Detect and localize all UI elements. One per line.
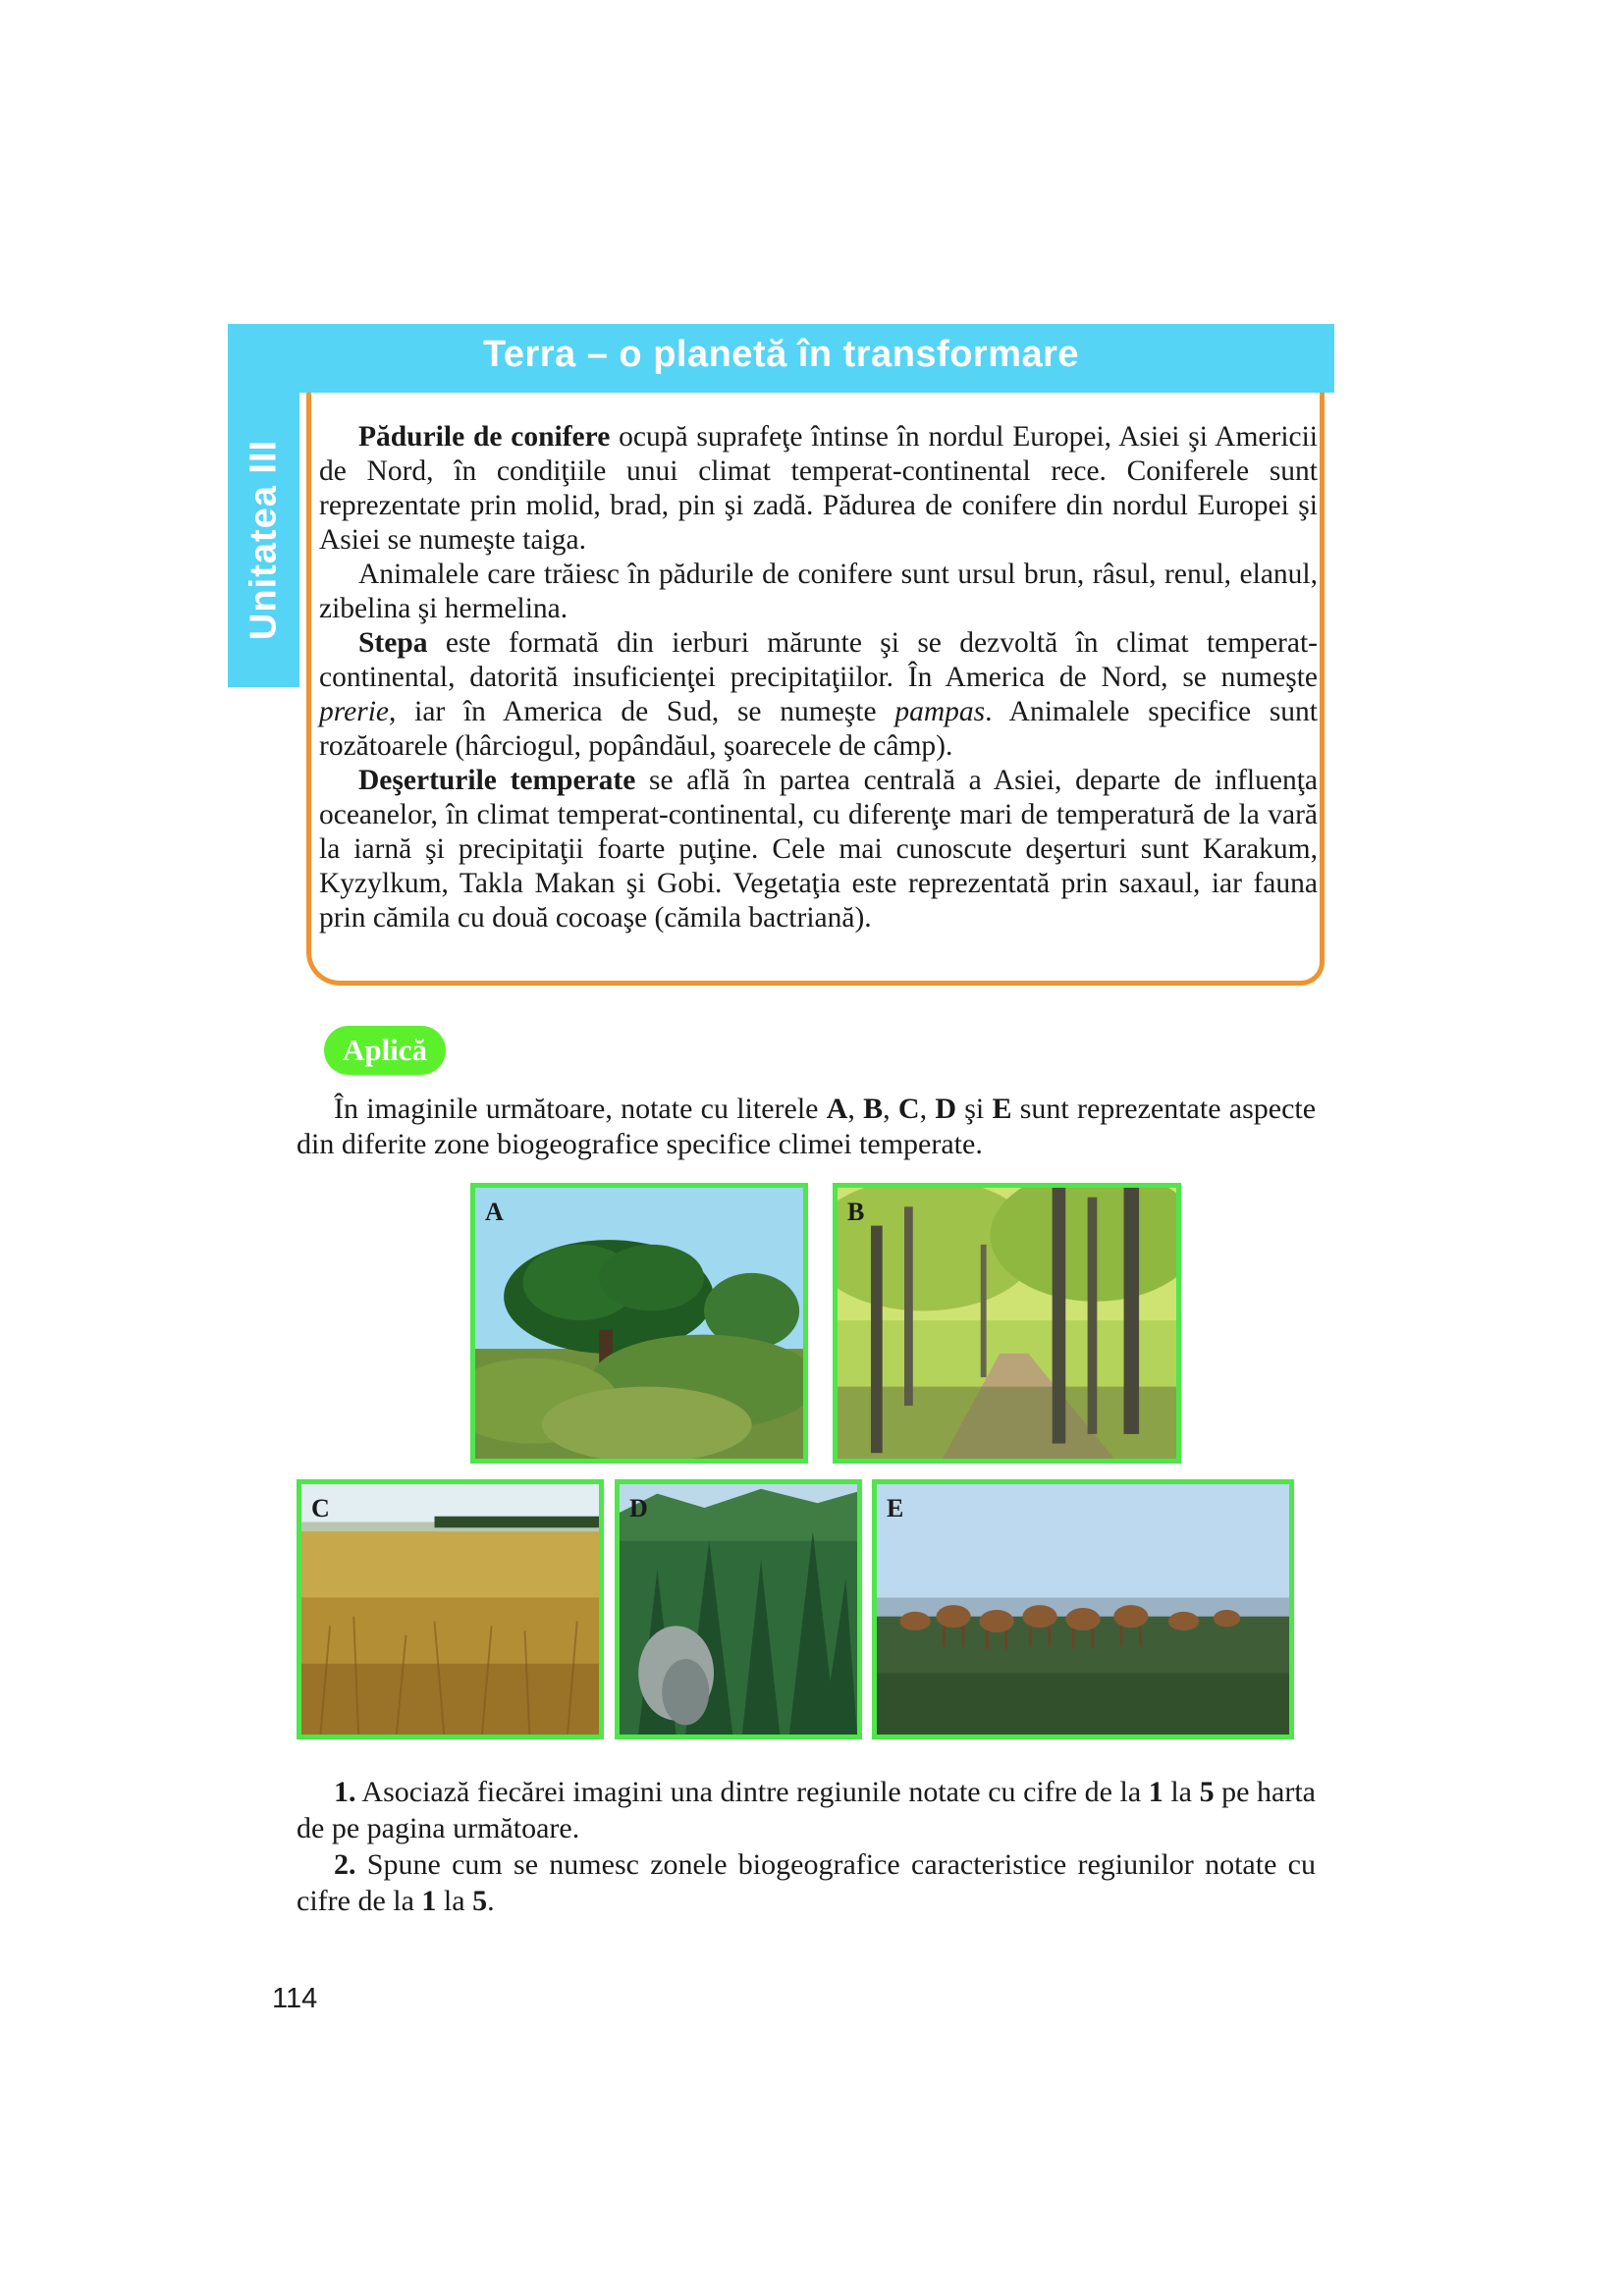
number: 1 <box>1148 1776 1163 1808</box>
unit-tab <box>228 393 299 687</box>
text: pe harta de pe pagina următoare. <box>297 1776 1316 1844</box>
text: ocupă suprafeţe întinse în nordul Europei, Asiei şi Americii de Nord, în condiţiile unui climat temperat-continental rece. Coniferele sunt reprezentate prin molid, brad, pin şi zadă. Pădurea de conifere din nordul Europei şi Asiei se numeşte taiga. <box>319 421 1318 556</box>
intro-text <box>297 1092 1316 1162</box>
letter: B <box>863 1093 884 1125</box>
photo-b <box>833 1183 1181 1464</box>
term-conifers: Pădurile de conifere <box>358 421 611 453</box>
text: , <box>919 1093 936 1125</box>
photo-e-image <box>877 1484 1289 1735</box>
letter: E <box>992 1093 1012 1125</box>
questions <box>297 1774 1316 1919</box>
text: , <box>883 1093 898 1125</box>
photo-b-image <box>838 1188 1176 1459</box>
letter: A <box>826 1093 848 1125</box>
text: şi <box>956 1093 993 1125</box>
photo-d <box>615 1479 862 1739</box>
question-2 <box>297 1846 1316 1919</box>
photo-c-image <box>301 1484 599 1735</box>
photo-label: E <box>887 1494 904 1522</box>
text: În imaginile următoare, notate cu literele <box>334 1093 827 1125</box>
photo-label: D <box>629 1494 648 1522</box>
number: 5 <box>1199 1776 1215 1808</box>
photo-a-image <box>475 1188 803 1459</box>
text: Asociază fiecărei imagini una dintre regiunile notate cu cifre de la <box>355 1776 1149 1808</box>
number: 1 <box>421 1885 437 1917</box>
number: 5 <box>472 1885 488 1917</box>
content-text <box>319 420 1318 935</box>
question-1 <box>297 1774 1316 1846</box>
paragraph-animals <box>319 558 1318 626</box>
aplica-badge: Aplică <box>324 1026 446 1075</box>
intro-paragraph <box>297 1092 1316 1162</box>
paragraph-conifers <box>319 420 1318 558</box>
text: , <box>847 1093 864 1125</box>
text: . <box>487 1885 495 1917</box>
question-number: 1. <box>334 1776 356 1808</box>
paragraph-steppe <box>319 626 1318 764</box>
term-pampas: pampas <box>894 696 986 727</box>
letter: C <box>897 1093 920 1125</box>
section-header <box>228 324 1334 393</box>
photo-c <box>297 1479 604 1739</box>
text: , iar în America de Sud, se numeşte <box>389 696 895 727</box>
text: la <box>436 1885 473 1917</box>
photo-e <box>872 1479 1294 1739</box>
term-prerie: prerie <box>319 696 389 727</box>
text: Animalele care trăiesc în pădurile de conifere sunt ursul brun, râsul, renul, elanul, zibelina şi hermelina. <box>319 559 1318 624</box>
term-steppe: Stepa <box>358 627 428 659</box>
text: la <box>1163 1776 1200 1808</box>
section-title: Terra – o planetă în transformare <box>482 334 1080 375</box>
question-number: 2. <box>334 1848 356 1881</box>
text: se află în partea centrală a Asiei, departe de influenţa oceanelor, în climat temperat-continental, cu diferenţe mari de temperatură de la vară la iarnă şi precipitaţii foarte puţine. Cele mai cunoscute deşerturi sunt Karakum, Kyzylkum, Takla Makan şi Gobi. Vegetaţia este reprezentată prin saxaul, iar fauna prin cămila cu două cocoaşe (cămila bactriană). <box>319 765 1318 934</box>
paragraph-deserts <box>319 764 1318 935</box>
page-number: 114 <box>272 1983 318 2014</box>
term-deserts: Deşerturile temperate <box>358 765 636 796</box>
photo-label: B <box>847 1198 865 1226</box>
text: sunt reprezentate aspecte din diferite zone biogeografice specifice climei temperate. <box>297 1093 1317 1160</box>
photo-d-image <box>620 1484 857 1735</box>
text: Spune cum se numesc zonele biogeografice caracteristice regiunilor notate cu cifre de la <box>297 1848 1316 1917</box>
text: este formată din ierburi mărunte şi se dezvoltă în climat temperat-continental, datorită insuficienţei precipitaţiilor. În America de Nord, se numeşte <box>319 627 1318 693</box>
letter: D <box>935 1093 956 1125</box>
photo-label: C <box>311 1494 330 1522</box>
photo-a <box>470 1183 808 1464</box>
text: . Animalele specifice sunt rozătoarele (hârciogul, popândăul, şoarecele de câmp). <box>319 696 1318 762</box>
unit-label: Unitatea III <box>243 439 284 641</box>
photo-label: A <box>485 1198 504 1226</box>
